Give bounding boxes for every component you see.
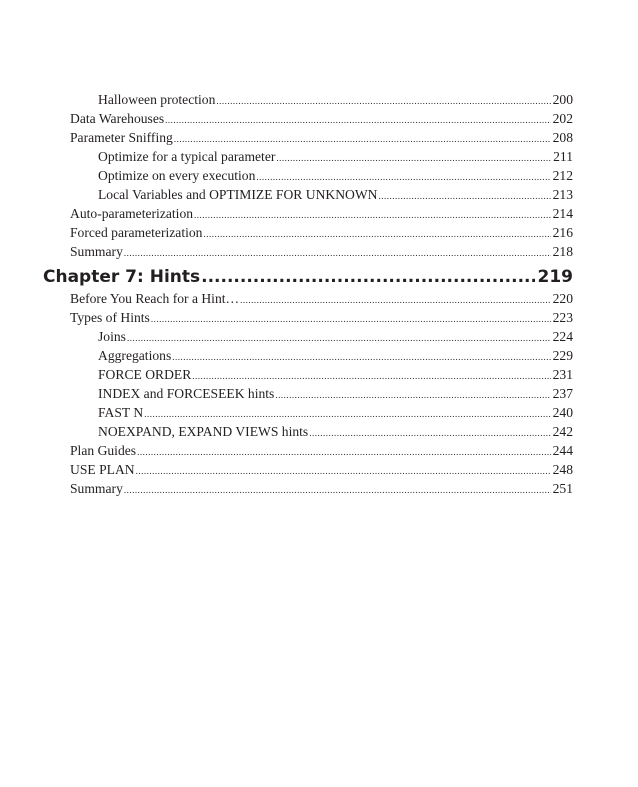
toc-entry-page: 251 xyxy=(552,481,573,496)
dot-leader xyxy=(203,225,550,242)
toc-entry xyxy=(70,243,573,261)
toc-entry xyxy=(98,91,573,109)
toc-entry-title: Joins xyxy=(98,329,126,344)
dot-leader xyxy=(309,424,550,441)
dot-leader xyxy=(216,92,550,109)
toc-entry-page: 214 xyxy=(552,206,573,221)
toc-entry-title: INDEX and FORCESEEK hints xyxy=(98,386,275,401)
dot-leader xyxy=(136,462,551,479)
toc-entry xyxy=(70,205,573,223)
dot-leader xyxy=(124,481,551,498)
dot-leader xyxy=(144,405,550,422)
dot-leader xyxy=(256,168,550,185)
toc-entry-page: 244 xyxy=(552,443,573,458)
dot-leader xyxy=(276,149,551,166)
toc-entry xyxy=(70,442,573,460)
toc-entry-title: Forced parameterization xyxy=(70,225,203,240)
toc-entry-page: 242 xyxy=(552,424,573,439)
dot-leader xyxy=(275,386,550,403)
toc-entry xyxy=(98,328,573,346)
toc-entry xyxy=(70,480,573,498)
toc-entry xyxy=(98,167,573,185)
toc-entry-title: Types of Hints xyxy=(70,310,150,325)
toc-entry-title: Aggregations xyxy=(98,348,172,363)
dot-leader xyxy=(172,348,550,365)
toc-entry-title: USE PLAN xyxy=(70,462,135,477)
toc-entry-page: 200 xyxy=(552,92,573,107)
toc-entry-title: Optimize for a typical parameter xyxy=(98,149,276,164)
toc-entry-page: 202 xyxy=(552,111,573,126)
toc-entry-title: Parameter Sniffing xyxy=(70,130,173,145)
toc-entry xyxy=(70,224,573,242)
toc-entry xyxy=(98,186,573,204)
chapter-page: 219 xyxy=(537,267,573,287)
toc-entry-page: 223 xyxy=(552,310,573,325)
toc-entry xyxy=(98,366,573,384)
toc-entry-title: Data Warehouses xyxy=(70,111,165,126)
chapter-heading xyxy=(43,264,573,290)
toc-entry-title: Plan Guides xyxy=(70,443,137,458)
toc-entry-title: Summary xyxy=(70,244,123,259)
dot-leader xyxy=(124,244,551,261)
toc-entry-page: 220 xyxy=(552,291,573,306)
toc-entry-title: FORCE ORDER xyxy=(98,367,192,382)
toc-entry-title: Before You Reach for a Hint… xyxy=(70,291,240,306)
dot-leader xyxy=(379,187,551,204)
toc-entry-page: 213 xyxy=(552,187,573,202)
dot-leader xyxy=(137,443,551,460)
toc-entry-title: Summary xyxy=(70,481,123,496)
toc-entry xyxy=(98,148,573,166)
toc-entry-page: 216 xyxy=(552,225,573,240)
toc-entry xyxy=(98,423,573,441)
toc-entry-title: FAST N xyxy=(98,405,144,420)
dot-leader xyxy=(127,329,551,346)
toc-entry-page: 237 xyxy=(552,386,573,401)
toc-entry xyxy=(70,110,573,128)
toc-entry xyxy=(98,404,573,422)
dot-leader xyxy=(192,367,550,384)
toc-entry-page: 224 xyxy=(552,329,573,344)
toc-entry-page: 218 xyxy=(552,244,573,259)
toc-entry xyxy=(70,290,573,308)
toc-entry-title: Auto-parameterization xyxy=(70,206,194,221)
toc-entry-title: NOEXPAND, EXPAND VIEWS hints xyxy=(98,424,309,439)
toc-entry-page: 212 xyxy=(552,168,573,183)
toc-entry-page: 229 xyxy=(552,348,573,363)
toc-entry-page: 208 xyxy=(552,130,573,145)
toc-entry xyxy=(98,347,573,365)
toc-entry-title: Local Variables and OPTIMIZE FOR UNKNOWN xyxy=(98,187,378,202)
dot-leader xyxy=(240,291,550,308)
toc-entry-title: Optimize on every execution xyxy=(98,168,256,183)
dot-leader xyxy=(165,111,550,128)
dot-leader xyxy=(151,310,551,327)
chapter-title: Chapter 7: Hints xyxy=(43,267,201,287)
toc-entry xyxy=(98,385,573,403)
toc-entry xyxy=(70,461,573,479)
dot-leader xyxy=(194,206,551,223)
dot-leader xyxy=(201,264,534,290)
toc-entry-page: 240 xyxy=(552,405,573,420)
toc-entry xyxy=(70,129,573,147)
dot-leader xyxy=(174,130,551,147)
toc-entry-page: 248 xyxy=(552,462,573,477)
toc-entry-title: Halloween protection xyxy=(98,92,216,107)
toc-entry-page: 231 xyxy=(552,367,573,382)
toc-entry-page: 211 xyxy=(553,149,573,164)
toc-entry xyxy=(70,309,573,327)
